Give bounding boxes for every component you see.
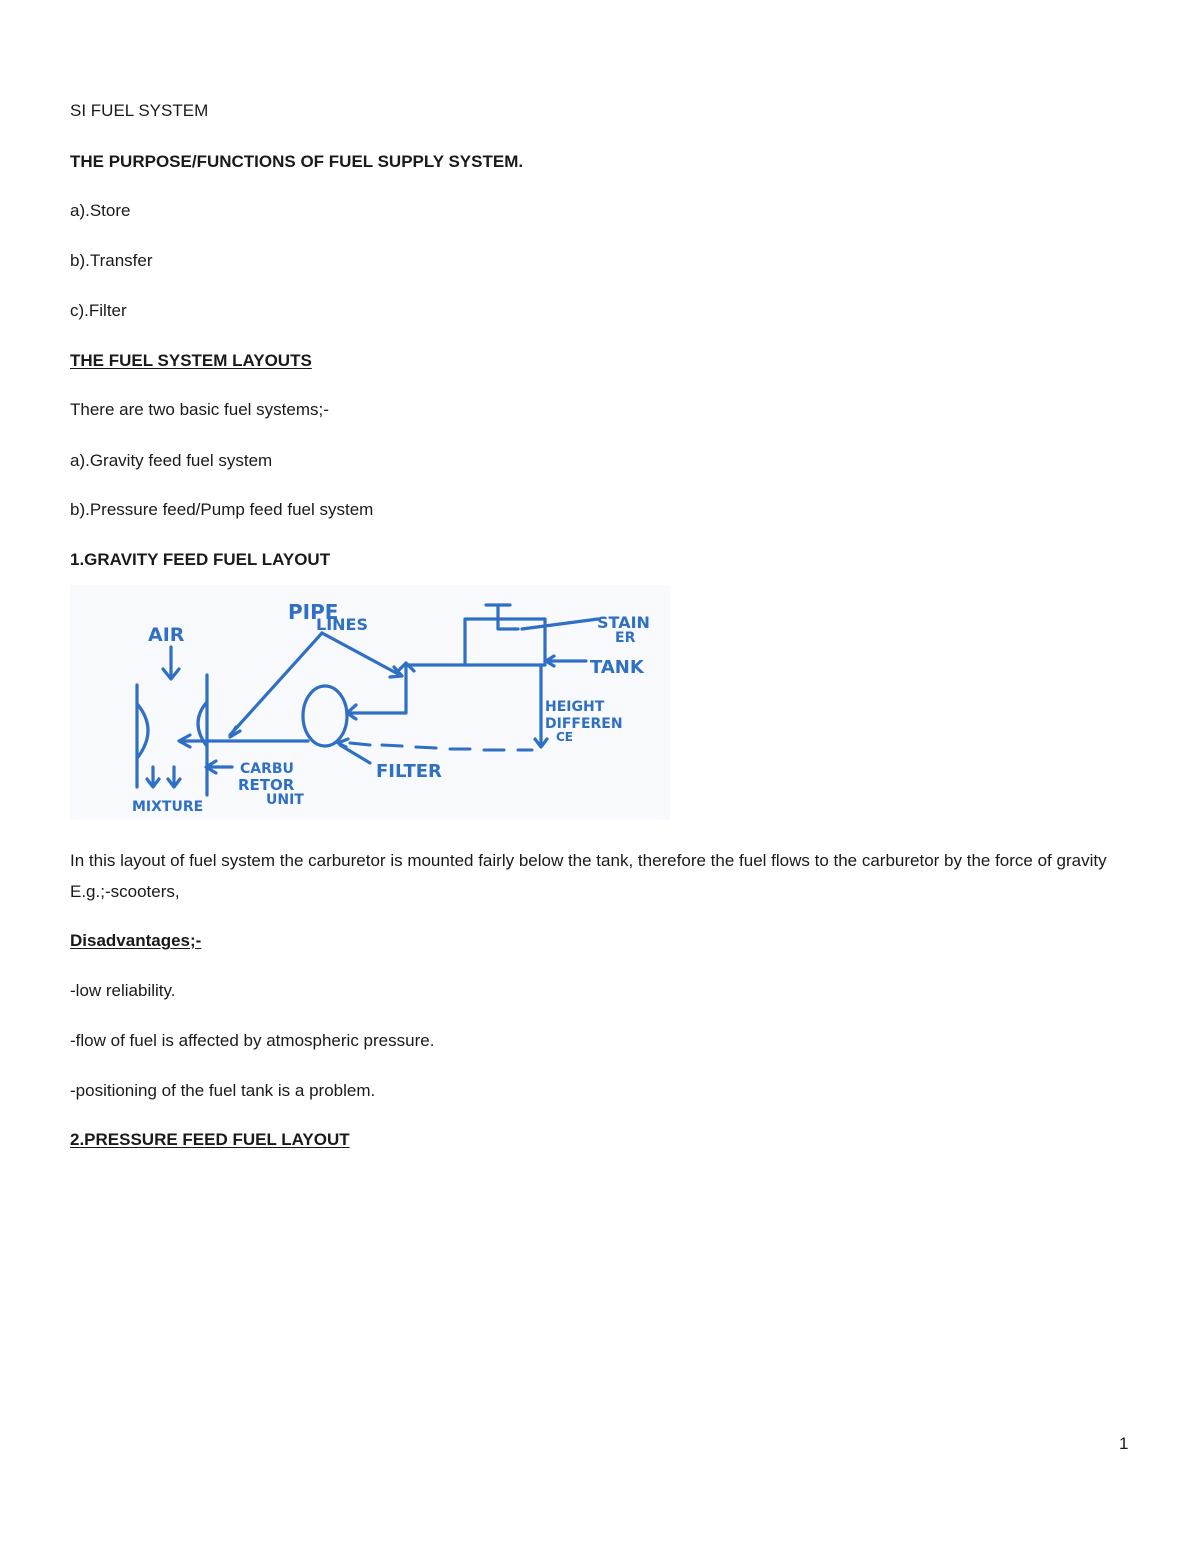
layouts-heading: THE FUEL SYSTEM LAYOUTS [70,351,312,370]
strainer-cap [486,605,518,629]
mixture-arrow-right [168,767,180,787]
gravity-description: In this layout of fuel system the carburetor is mounted fairly below the tank, therefore the fuel flows to the carburetor by the force of gravity E.g.;-scooters, [70,851,1107,901]
carb-unit-leader [206,761,232,773]
label-lines: LINES [316,615,368,634]
label-strainer-1: STAIN [597,613,650,632]
function-item: b).Transfer [70,251,153,270]
layout-type-item: a).Gravity feed fuel system [70,451,273,470]
function-item: a).Store [70,201,131,220]
layouts-intro: There are two basic fuel systems;- [70,400,329,419]
label-height-3: CE [556,730,574,744]
choke-bulge [138,705,148,757]
pipe-lines-leader-right [322,633,402,677]
gravity-feed-sketch [70,585,670,820]
pressure-heading: 2.PRESSURE FEED FUEL LAYOUT [70,1130,350,1149]
label-height-1: HEIGHT [545,699,605,715]
air-arrow [163,647,179,679]
label-mixture: MIXTURE [132,799,204,815]
disadvantage-item: -flow of fuel is affected by atmospheric pressure. [70,1031,435,1050]
label-tank: TANK [590,657,644,678]
pipe-filter-to-tank [347,665,465,713]
disadvantage-item: -positioning of the fuel tank is a problem. [70,1081,376,1100]
page-number: 1 [1119,1434,1129,1453]
label-strainer-2: ER [615,630,636,646]
mixture-arrow-left [147,767,159,787]
purpose-heading: THE PURPOSE/FUNCTIONS OF FUEL SUPPLY SYSTEM. [70,152,524,171]
disadvantage-item: -low reliability. [70,981,176,1000]
label-carb-1: CARBU [240,761,294,777]
gravity-feed-diagram [70,585,670,820]
document-title: SI FUEL SYSTEM [70,101,209,120]
label-carb-3: UNIT [266,792,304,808]
label-air: AIR [148,624,185,646]
label-filter: FILTER [376,761,442,782]
label-carb-2: RETOR [238,776,295,794]
function-item: c).Filter [70,301,127,320]
throttle-bulge [198,703,206,745]
disadvantages-heading: Disadvantages;- [70,931,202,950]
filter-body [303,686,347,746]
label-pipe: PIPE [288,600,339,624]
layout-type-item: b).Pressure feed/Pump feed fuel system [70,500,374,519]
height-dashes [350,743,532,750]
fuel-tank [465,619,545,665]
gravity-heading: 1.GRAVITY FEED FUEL LAYOUT [70,550,331,569]
tank-leader [546,656,586,666]
pipe-lines-leader-left [230,633,322,737]
label-height-2: DIFFEREN [545,716,623,732]
